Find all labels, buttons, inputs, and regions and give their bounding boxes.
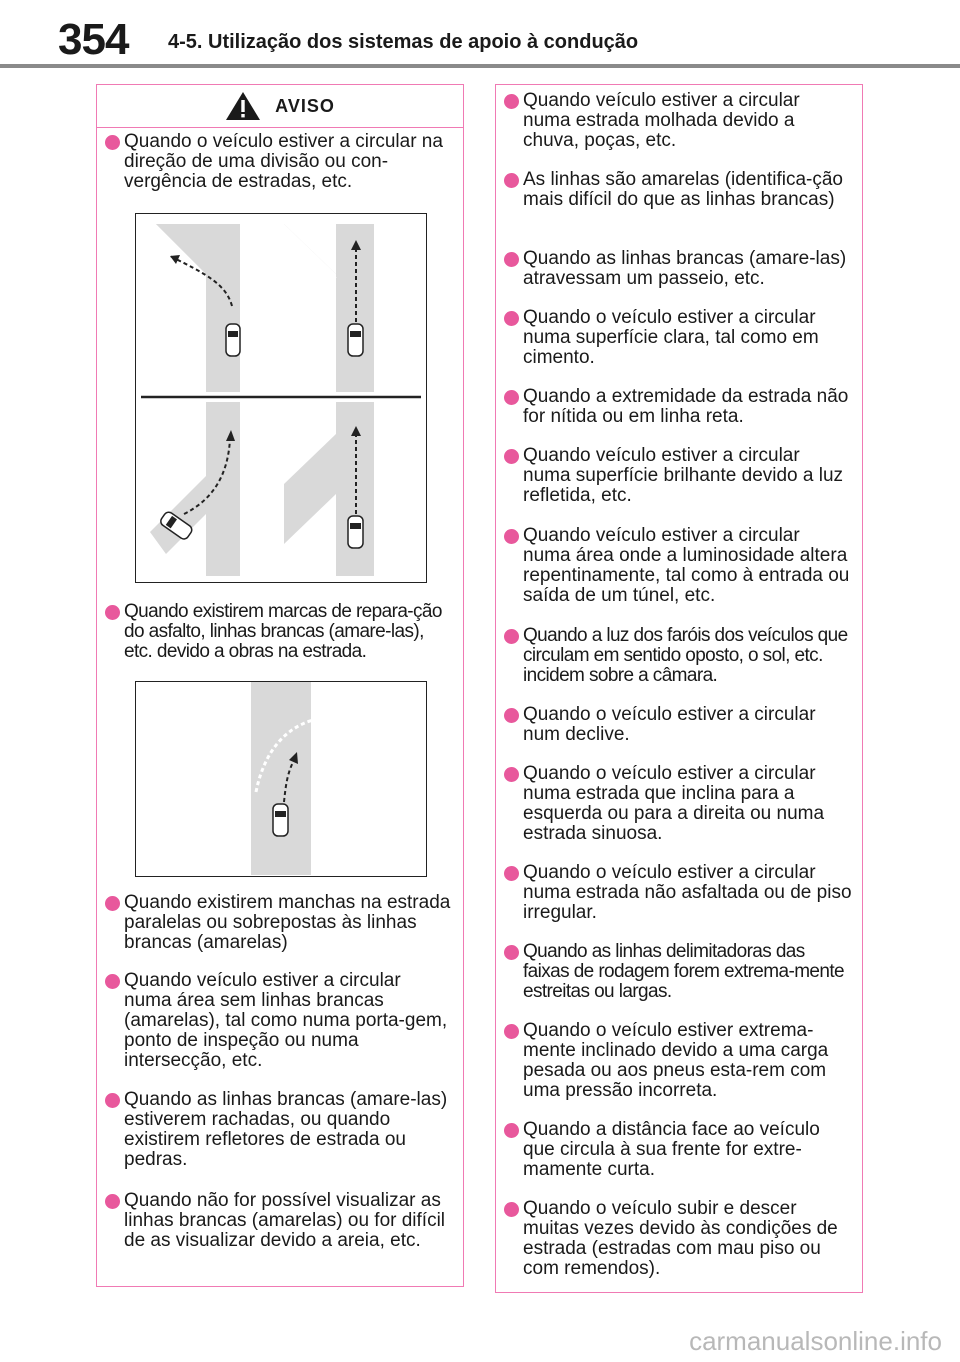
list-item <box>105 893 453 953</box>
list-item-text: Quando não for possível visualizar as linhas brancas (amarelas) ou for difícil de as visualizar devido a areia, etc. <box>124 1190 446 1251</box>
bullet-icon <box>504 449 519 464</box>
road-divergence-figure <box>135 213 427 583</box>
warning-header <box>97 85 463 128</box>
bullet-icon <box>105 1093 120 1108</box>
list-item <box>504 626 852 686</box>
bullet-icon <box>504 173 519 188</box>
page-number: 354 <box>58 15 129 64</box>
list-item <box>105 602 453 662</box>
bullet-icon <box>504 1024 519 1039</box>
list-item <box>504 1199 852 1279</box>
side-branch-road-panel <box>284 402 374 576</box>
warning-title: AVISO <box>275 95 335 116</box>
list-item <box>105 132 453 192</box>
list-item-text: As linhas são amarelas (identifica-ção mais difícil do que as linhas brancas) <box>523 169 843 210</box>
bullet-icon <box>504 94 519 109</box>
list-item <box>504 863 852 923</box>
list-item <box>504 91 852 151</box>
bullet-icon <box>105 605 120 620</box>
list-item <box>504 942 852 1002</box>
list-item-text: Quando o veículo estiver a circular numa estrada que inclina para a esquerda ou para a direita ou numa estrada sinuosa. <box>523 763 825 844</box>
bullet-icon <box>105 135 120 150</box>
list-item-text: Quando existirem manchas na estrada paralelas ou sobrepostas às linhas brancas (amarelas) <box>124 892 451 953</box>
bullet-icon <box>504 311 519 326</box>
list-item-text: Quando a extremidade da estrada não for nítida ou em linha reta. <box>523 386 849 427</box>
bullet-icon <box>504 629 519 644</box>
header-divider <box>0 64 960 68</box>
merge-road-panel <box>150 402 240 576</box>
list-item <box>504 705 852 745</box>
list-item-text: Quando existirem marcas de repara-ção do asfalto, linhas brancas (amare-las), etc. devido a obras na estrada. <box>124 601 442 662</box>
bullet-icon <box>504 708 519 723</box>
bullet-icon <box>504 252 519 267</box>
page-header <box>0 0 960 64</box>
list-item <box>504 526 852 606</box>
list-item-text: Quando as linhas brancas (amare-las) estiverem rachadas, ou quando existirem refletores de estrada ou pedras. <box>124 1089 448 1170</box>
list-item <box>504 249 852 289</box>
bullet-icon <box>504 866 519 881</box>
list-item-text: Quando veículo estiver a circular numa estrada molhada devido a chuva, poças, etc. <box>523 90 800 151</box>
repair-marks-figure <box>135 681 427 877</box>
list-item-text: Quando as linhas delimitadoras das faixas de rodagem forem extrema-mente estreitas ou largas. <box>523 941 845 1002</box>
list-item-text: Quando veículo estiver a circular numa área onde a luminosidade altera repentinamente, tal como à entrada ou saída de um túnel, etc. <box>523 525 850 606</box>
list-item <box>105 971 453 1071</box>
list-item <box>504 170 852 210</box>
list-item <box>105 1191 453 1251</box>
warning-triangle-icon <box>225 91 261 121</box>
converge-road-panel <box>284 224 374 392</box>
bullet-icon <box>504 1202 519 1217</box>
diverge-road-panel <box>156 224 240 392</box>
list-item-text: Quando o veículo estiver a circular numa superfície clara, tal como em cimento. <box>523 307 819 368</box>
warning-box-left <box>96 84 464 1287</box>
list-item-text: Quando o veículo estiver a circular numa estrada não asfaltada ou de piso irregular. <box>523 862 852 923</box>
bullet-icon <box>504 945 519 960</box>
section-title: 4-5. Utilização dos sistemas de apoio à condução <box>168 31 639 53</box>
list-item-text: Quando a luz dos faróis dos veículos que circulam em sentido oposto, o sol, etc. incidem sobre a câmara. <box>523 625 848 686</box>
list-item <box>105 1090 453 1170</box>
bullet-icon <box>504 390 519 405</box>
list-item-text: Quando o veículo estiver extrema-mente inclinado devido a uma carga pesada ou aos pneus esta-rem com uma pressão incorreta. <box>523 1020 829 1101</box>
list-item <box>504 308 852 368</box>
bullet-icon <box>105 896 120 911</box>
list-item <box>504 387 852 427</box>
list-item <box>504 446 852 506</box>
repair-marks-diagram <box>136 682 425 875</box>
road-divergence-diagram <box>136 214 425 581</box>
bullet-icon <box>504 529 519 544</box>
list-item-text: Quando o veículo estiver a circular na direção de uma divisão ou con-vergência de estradas, etc. <box>124 131 443 192</box>
bullet-icon <box>105 974 120 989</box>
list-item-text: Quando veículo estiver a circular numa superfície brilhante devido a luz refletida, etc. <box>523 445 844 506</box>
bullet-icon <box>504 1123 519 1138</box>
warning-box-right <box>495 84 863 1293</box>
list-item-text: Quando o veículo estiver a circular num declive. <box>523 704 816 745</box>
list-item <box>504 1021 852 1101</box>
bullet-icon <box>504 767 519 782</box>
list-item-text: Quando as linhas brancas (amare-las) atravessam um passeio, etc. <box>523 248 847 289</box>
list-item <box>504 764 852 844</box>
list-item-text: Quando veículo estiver a circular numa área sem linhas brancas (amarelas), tal como numa porta-gem, ponto de inspeção ou numa intersecção, etc. <box>124 970 448 1071</box>
list-item-text: Quando o veículo subir e descer muitas vezes devido às condições de estrada (estradas com mau piso ou com remendos). <box>523 1198 838 1279</box>
bullet-icon <box>105 1194 120 1209</box>
list-item <box>504 1120 852 1180</box>
watermark: carmanualsonline.info <box>689 1326 942 1356</box>
list-item-text: Quando a distância face ao veículo que circula à sua frente for extre-mamente curta. <box>523 1119 820 1180</box>
